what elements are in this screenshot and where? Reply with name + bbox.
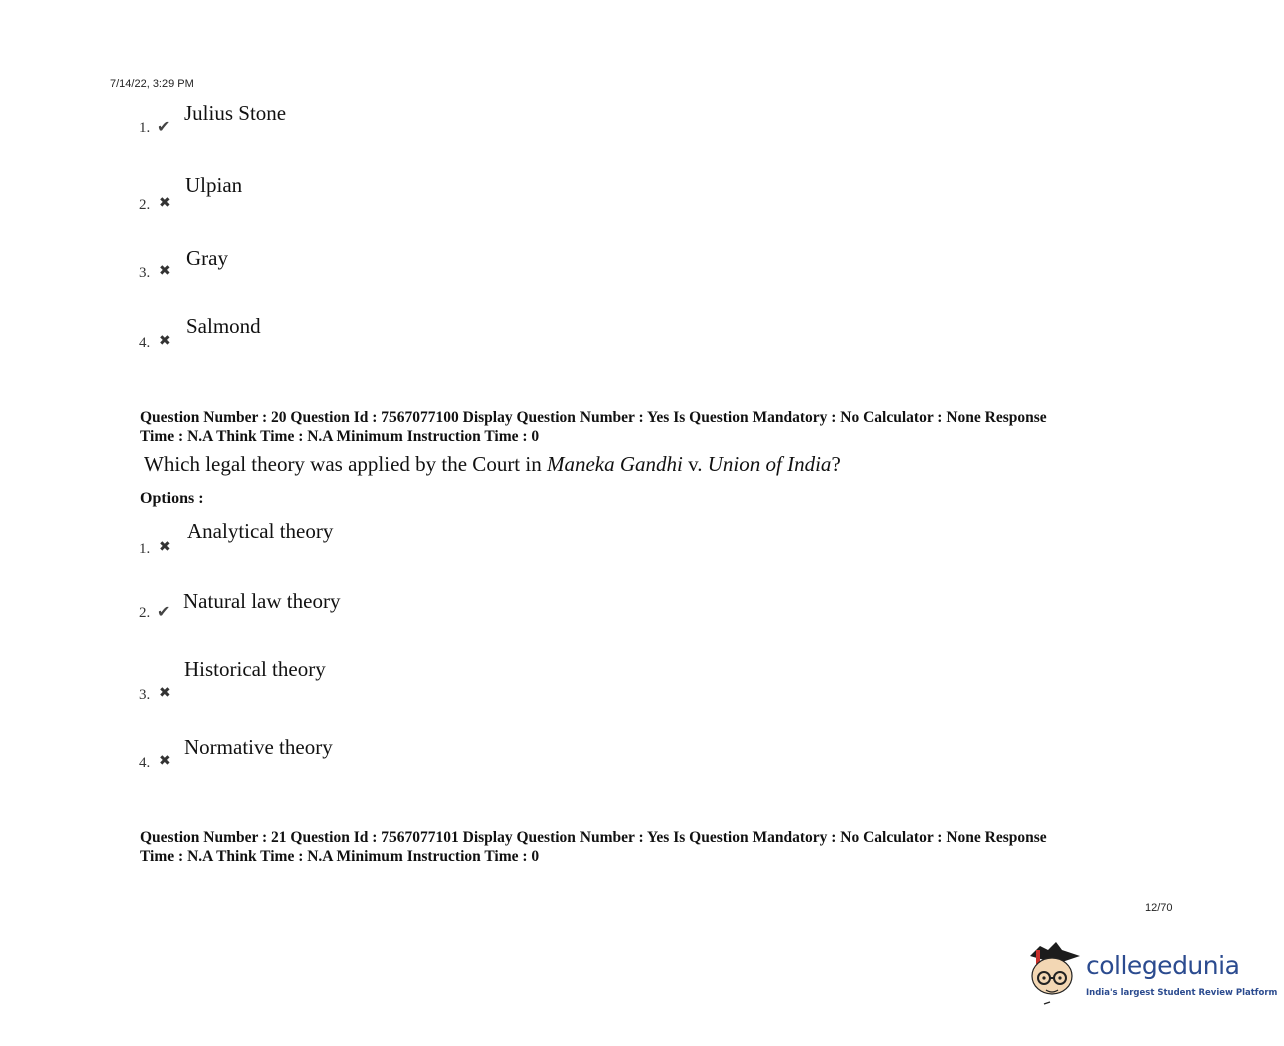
option-number: 2. [139,605,151,621]
logo-tagline: India's largest Student Review Platform [1086,988,1278,998]
option-text: Salmond [186,314,261,338]
logo-wordmark: collegedunia [1086,951,1240,980]
option-number: 1. [139,120,151,136]
option-text: Ulpian [185,173,243,197]
option-number: 2. [139,197,151,213]
option-text: Analytical theory [187,519,334,543]
option-number: 4. [139,335,151,351]
cross-icon: ✖ [159,685,171,701]
question-text-part: v. [682,452,708,476]
question-meta-line: Question Number : 21 Question Id : 7567077101 Display Question Number : Yes Is Question Mandatory : No Calculator : None Response [140,829,1047,846]
option-text: Gray [186,246,228,270]
question-meta-line: Question Number : 20 Question Id : 7567077100 Display Question Number : Yes Is Question Mandatory : No Calculator : None Response [140,409,1047,426]
option-number: 3. [139,265,151,281]
option-text: Julius Stone [184,101,287,125]
cross-icon: ✖ [159,539,171,555]
cross-icon: ✖ [159,333,171,349]
question-text-part: ? [831,452,841,476]
question-meta [140,408,1170,446]
option-text: Historical theory [184,657,326,681]
question-21-meta [140,828,1170,866]
cross-icon: ✖ [159,195,171,211]
cross-icon: ✖ [159,263,171,279]
option-number: 1. [139,541,151,557]
options-label: Options : [140,490,204,507]
case-name-2: Union of India [707,452,832,476]
option-number: 3. [139,687,151,703]
case-name-1: Maneka Gandhi [546,452,683,476]
question-meta-line: Time : N.A Think Time : N.A Minimum Instruction Time : 0 [140,848,540,865]
check-icon: ✔ [157,117,171,136]
print-timestamp: 7/14/22, 3:29 PM [110,78,194,90]
check-icon: ✔ [157,602,171,621]
question-text [144,452,841,477]
option-text: Natural law theory [183,589,341,613]
page-number: 12/70 [1145,902,1173,914]
question-text-part: Which legal theory was applied by the Court in [144,452,547,476]
option-text: Normative theory [184,735,333,759]
question-meta-line: Time : N.A Think Time : N.A Minimum Instruction Time : 0 [140,428,540,445]
option-number: 4. [139,755,151,771]
cross-icon: ✖ [159,753,171,769]
